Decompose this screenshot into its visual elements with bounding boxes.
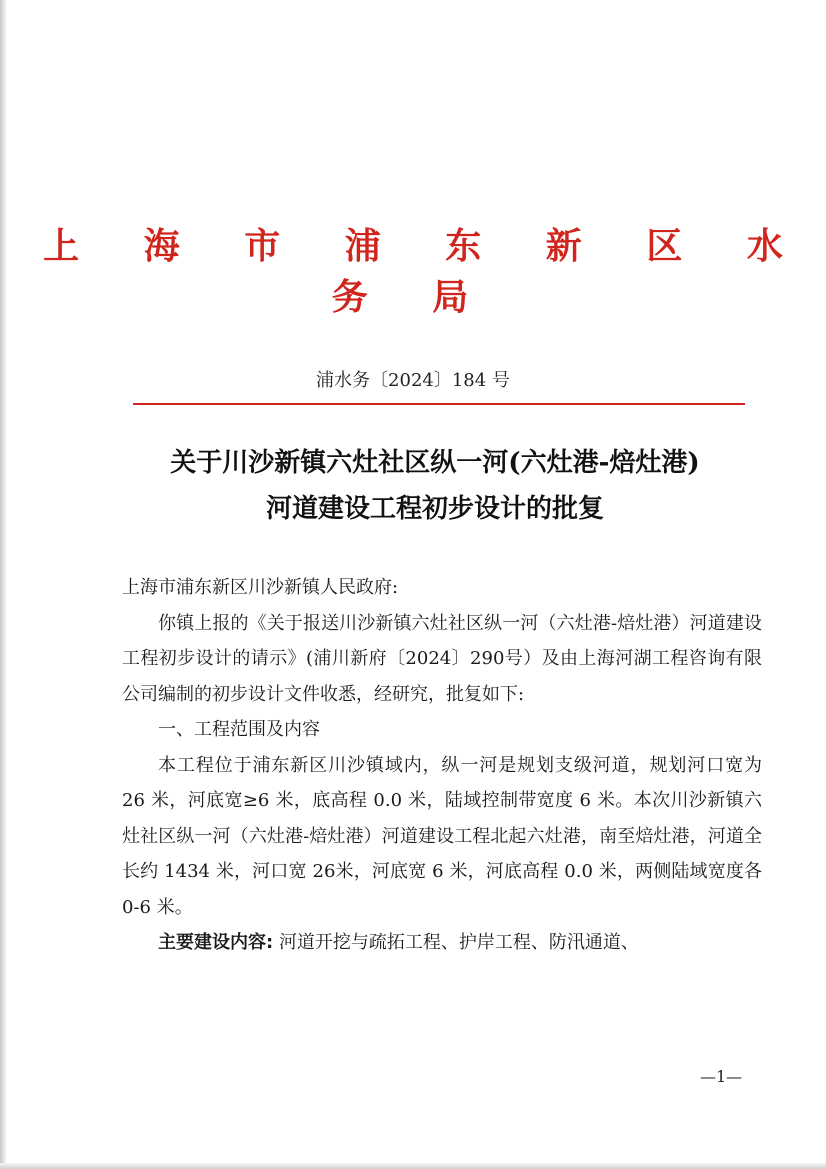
page-number: —1— bbox=[700, 1067, 743, 1086]
salutation: 上海市浦东新区川沙新镇人民政府: bbox=[122, 577, 399, 598]
page-edge bbox=[0, 0, 6, 1169]
title-line-2: 河道建设工程初步设计的批复 bbox=[265, 494, 604, 524]
red-divider-line bbox=[133, 403, 745, 405]
main-content-label: 主要建设内容: bbox=[158, 932, 274, 953]
body-paragraph: 本工程位于浦东新区川沙镇域内，纵一河是规划支级河道，规划河口宽为 26 米，河底宽≥6 米，底高程 0.0 米，陆域控制带宽度 6 米。本次川沙新镇六灶社区纵一河（六灶港-焙灶港）河道建设工程北起六灶港，南至焙灶港，河道全长约 1434 米，河口宽 26米，河底宽 6 米，河底高程 0.0 米，两侧陆域宽度各 0-6 米。 bbox=[122, 754, 762, 918]
section-heading: 一、工程范围及内容 bbox=[158, 719, 320, 740]
body-paragraph: 你镇上报的《关于报送川沙新镇六灶社区纵一河（六灶港-焙灶港）河道建设工程初步设计的请示》(浦川新府〔2024〕290号）及由上海河湖工程咨询有限公司编制的初步设计文件收悉，经研究，批复如下: bbox=[122, 612, 762, 705]
main-content-text: 河道开挖与疏拓工程、护岸工程、防汛通道、 bbox=[278, 932, 639, 953]
page-edge-bottom bbox=[0, 1163, 826, 1169]
document-title bbox=[100, 440, 770, 532]
document-number: 浦水务〔2024〕184 号 bbox=[316, 370, 510, 391]
main-content-paragraph bbox=[122, 925, 762, 961]
document-body bbox=[122, 570, 762, 961]
title-line-1: 关于川沙新镇六灶社区纵一河(六灶港-焙灶港) bbox=[170, 448, 700, 478]
issuing-agency-header: 上 海 市 浦 东 新 区 水 务 局 bbox=[43, 225, 809, 318]
